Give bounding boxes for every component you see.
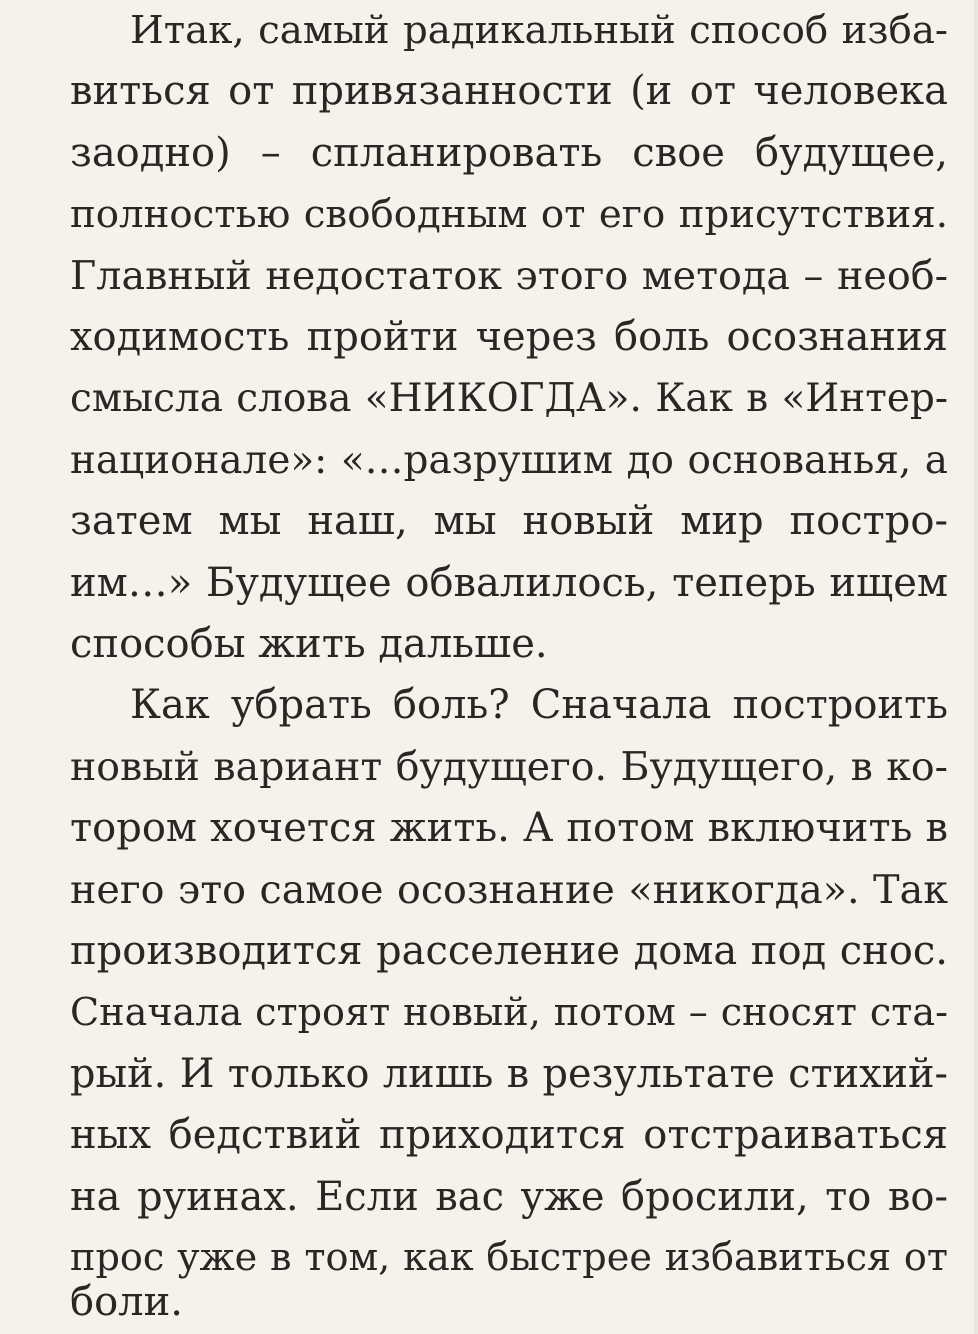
- text-line: национале»: «…разрушим до основанья, а: [70, 437, 948, 483]
- text-line: Главный недостаток этого метода – необ-: [70, 252, 948, 299]
- text-line: него это самое осознание «никогда». Так: [70, 866, 948, 913]
- text-line: на руинах. Если вас уже бросили, то во-: [70, 1173, 948, 1220]
- text-line: новый вариант будущего. Будущего, в ко-: [70, 743, 948, 790]
- text-line: Как убрать боль? Сначала построить: [130, 682, 948, 729]
- text-line: им…» Будущее обвалилось, теперь ищем: [70, 559, 948, 606]
- text-line: полностью свободным от его присутствия.: [70, 192, 948, 238]
- text-line: способы жить дальше.: [70, 621, 548, 667]
- text-line: боли.: [70, 1279, 183, 1325]
- text-line: затем мы наш, мы новый мир постро-: [70, 498, 948, 545]
- book-page: [70, 0, 948, 1334]
- text-line: заодно) – спланировать свое будущее,: [70, 129, 948, 176]
- text-line: смысла слова «НИКОГДА». Как в «Интер-: [70, 376, 948, 422]
- text-line: Сначала строят новый, потом – сносят ста-: [70, 990, 948, 1035]
- text-line: рый. И только лишь в результате стихий-: [70, 1050, 948, 1097]
- text-line: тором хочется жить. А потом включить в: [70, 805, 948, 852]
- text-line: Итак, самый радикальный способ изба-: [130, 8, 948, 53]
- text-line: виться от привязанности (и от человека: [70, 68, 948, 115]
- text-line: производится расселение дома под снос.: [70, 928, 948, 974]
- text-line: прос уже в том, как быстрее избавиться от: [70, 1236, 948, 1280]
- text-line: ходимость пройти через боль осознания: [70, 314, 948, 360]
- text-line: ных бедствий приходится отстраиваться: [70, 1112, 948, 1159]
- page-edge: [974, 0, 978, 1334]
